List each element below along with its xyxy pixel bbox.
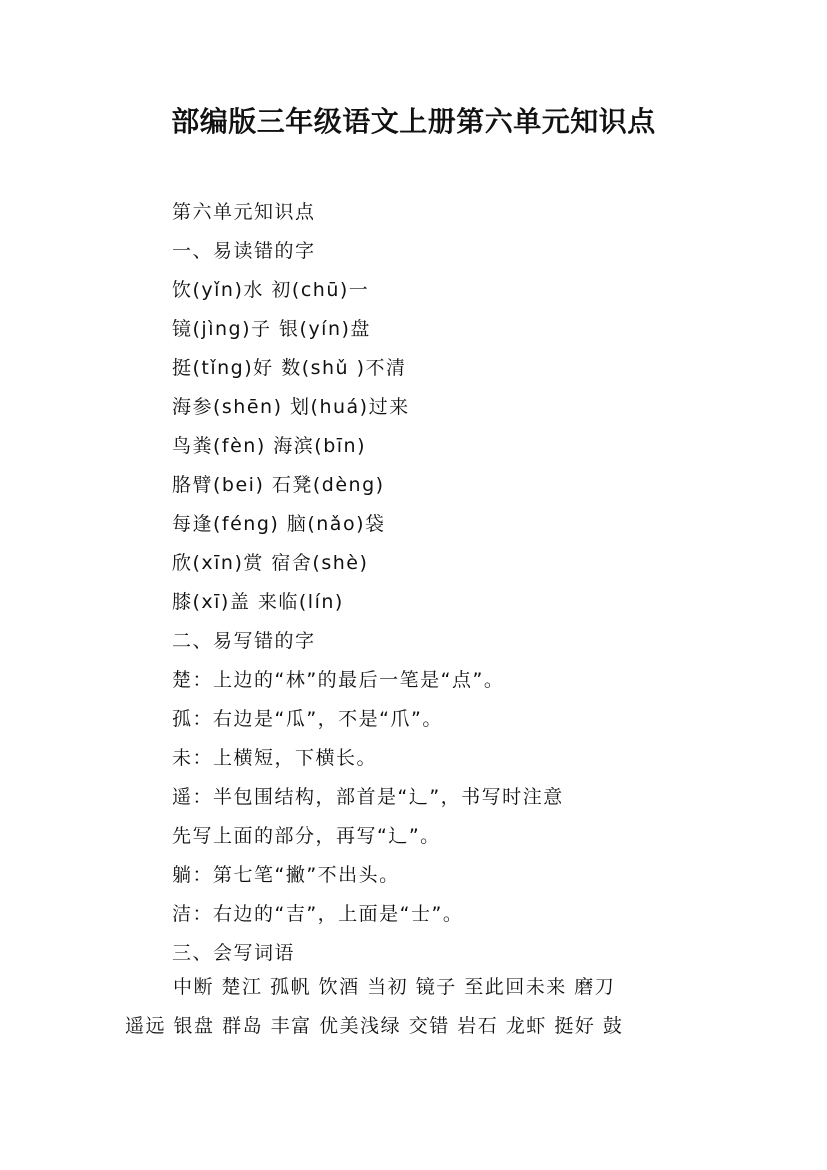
pinyin-line: 膝(xī)盖 来临(lín) xyxy=(172,591,344,613)
section-heading-vocabulary: 三、会写词语 xyxy=(172,942,296,964)
content-lines xyxy=(172,193,732,973)
writing-tip-line: 躺：第七笔“撇”不出头。 xyxy=(172,864,400,886)
pinyin-line: 每逢(féng) 脑(nǎo)袋 xyxy=(172,513,386,535)
writing-tip-line: 楚：上边的“林”的最后一笔是“点”。 xyxy=(172,669,505,691)
writing-tip-line: 孤：右边是“瓜”，不是“爪”。 xyxy=(172,708,443,730)
document-title: 部编版三年级语文上册第六单元知识点 xyxy=(171,105,656,138)
vocabulary-block xyxy=(125,968,715,1046)
pinyin-line: 镜(jìng)子 银(yín)盘 xyxy=(172,318,371,340)
writing-tip-line: 未：上横短，下横长。 xyxy=(172,747,378,769)
pinyin-line: 饮(yǐn)水 初(chū)一 xyxy=(172,279,370,301)
vocabulary-line: 遥远 银盘 群岛 丰富 优美浅绿 交错 岩石 龙虾 挺好 鼓 xyxy=(125,1015,624,1037)
writing-tip-line: 洁：右边的“吉”，上面是“士”。 xyxy=(172,903,464,925)
section-heading-miswritten-chars: 二、易写错的字 xyxy=(172,630,316,652)
section-heading-misread-chars: 一、易读错的字 xyxy=(172,240,316,262)
pinyin-line: 欣(xīn)赏 宿舍(shè) xyxy=(172,552,369,574)
pinyin-line: 海参(shēn) 划(huá)过来 xyxy=(172,396,410,418)
pinyin-line: 挺(tǐng)好 数(shǔ )不清 xyxy=(172,357,407,379)
pinyin-line: 胳臂(bei) 石凳(dèng) xyxy=(172,474,385,496)
writing-tip-line: 遥：半包围结构，部首是“辶”，书写时注意 xyxy=(172,786,564,808)
writing-tip-line: 先写上面的部分，再写“辶”。 xyxy=(172,825,441,847)
pinyin-line: 鸟粪(fèn) 海滨(bīn) xyxy=(172,435,366,457)
section-heading-unit: 第六单元知识点 xyxy=(172,201,316,223)
vocabulary-line: 中断 楚江 孤帆 饮酒 当初 镜子 至此回未来 磨刀 xyxy=(173,976,616,998)
